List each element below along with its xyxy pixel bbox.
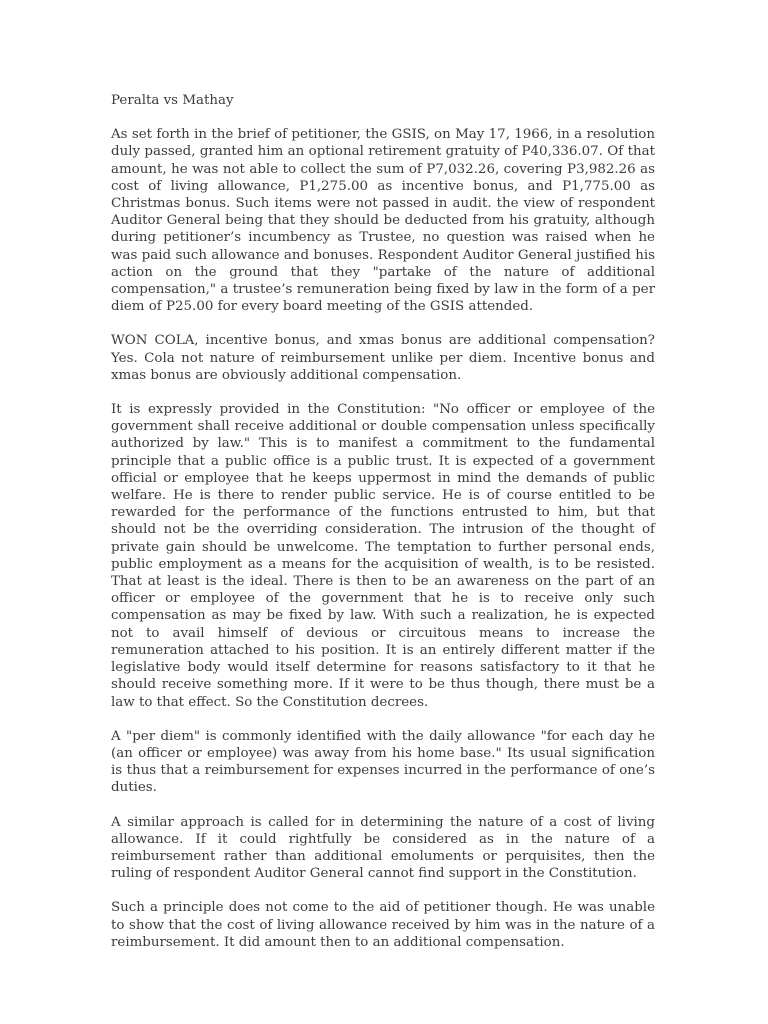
paragraph-conclusion: Such a principle does not come to the aid of petitioner though. He was unable to show that the cost of living allowance received by him was in the nature of a reimbursement. It did amount then to an additional compensation. [111, 900, 655, 950]
paragraph-facts: As set forth in the brief of petitioner, the GSIS, on May 17, 1966, in a resolution duly passed, granted him an optional retirement gratuity of P40,336.07. Of that amount, he was not able to collect the sum of P7,032.26, covering P3,982.26 as cost of living allowance, P1,275.00 as incentive bonus, and P1,775.00 as Christmas bonus. Such items were not passed in audit. the view of respondent Auditor General being that they should be deducted from his gratuity, although during petitioner’s incumbency as Trustee, no question was raised when he was paid such allowance and bonuses. Respondent Auditor General justified his action on the ground that they "partake of the nature of additional compensation," a trustee’s remuneration being fixed by law in the form of a per diem of P25.00 for every board meeting of the GSIS attended. [111, 127, 655, 315]
paragraph-issue: WON COLA, incentive bonus, and xmas bonus are additional compensation? Yes. Cola not nature of reimbursement unlike per diem. Incentive bonus and xmas bonus are obviously additional compensation. [111, 333, 655, 383]
paragraph-per-diem: A "per diem" is commonly identified with the daily allowance "for each day he (an officer or employee) was away from his home base." Its usual signification is thus that a reimbursement for expenses incurred in the performance of one’s duties. [111, 728, 655, 796]
document-page [111, 92, 655, 968]
document-title: Peralta vs Mathay [111, 93, 234, 108]
paragraph-cola: A similar approach is called for in determining the nature of a cost of living allowance. If it could rightfully be considered as in the nature of a reimbursement rather than additional emoluments or perquisites, then the ruling of respondent Auditor General cannot find support in the Constitution. [111, 814, 655, 882]
paragraph-constitution: It is expressly provided in the Constitution: "No officer or employee of the government shall receive additional or double compensation unless specifically authorized by law." This is to manifest a commitment to the fundamental principle that a public office is a public trust. It is expected of a government official or employee that he keeps uppermost in mind the demands of public welfare. He is there to render public service. He is of course entitled to be rewarded for the performance of the functions entrusted to him, but that should not be the overriding consideration. The intrusion of the thought of private gain should be unwelcome. The temptation to further personal ends, public employment as a means for the acquisition of wealth, is to be resisted. That at least is the ideal. There is then to be an awareness on the part of an officer or employee of the government that he is to receive only such compensation as may be fixed by law. With such a realization, he is expected not to avail himself of devious or circuitous means to increase the remuneration attached to his position. It is an entirely different matter if the legislative body would itself determine for reasons satisfactory to it that he should receive something more. If it were to be thus though, there must be a law to that effect. So the Constitution decrees. [111, 402, 655, 710]
